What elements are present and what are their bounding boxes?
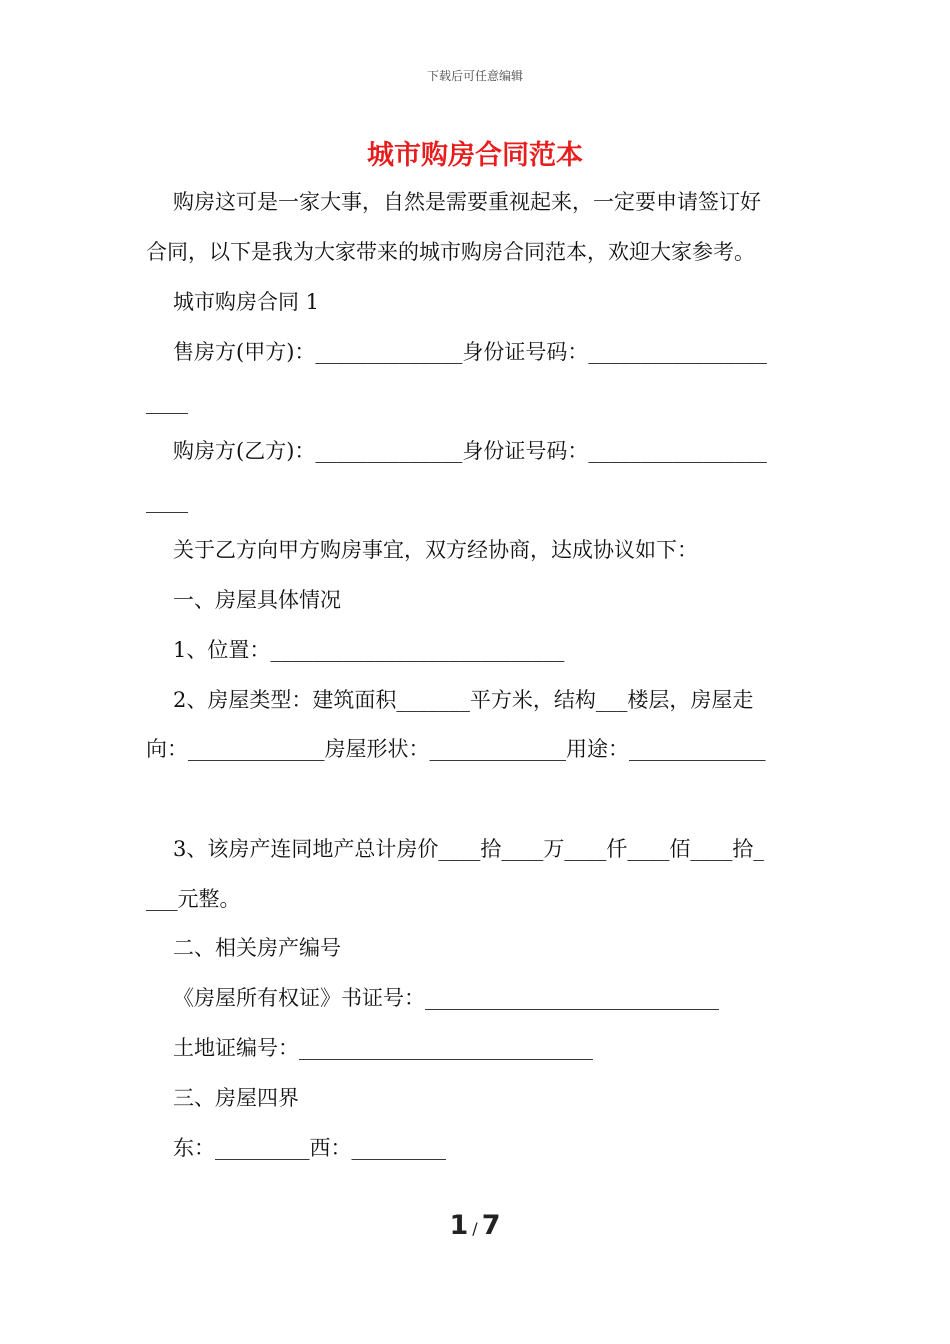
boundary-line: 东：_________西：_________ — [173, 1136, 446, 1160]
section-2-heading: 二、相关房产编号 — [173, 936, 341, 960]
seller-line-cont: ____ — [146, 390, 188, 414]
agreement-line: 关于乙方向甲方购房事宜，双方经协商，达成协议如下： — [173, 538, 698, 562]
certificate-line: 《房屋所有权证》书证号：____________________________ — [173, 986, 719, 1010]
page-total: 7 — [481, 1210, 501, 1241]
contract-heading: 城市购房合同 1 — [173, 290, 320, 314]
house-type-line-cont: 向：_____________房屋形状：_____________用途：_____________ — [146, 737, 766, 761]
land-cert-line: 土地证编号：____________________________ — [173, 1036, 593, 1060]
house-type-line: 2、房屋类型：建筑面积_______平方米，结构___楼层，房屋走 — [173, 688, 754, 712]
location-line: 1、位置：____________________________ — [173, 638, 565, 662]
section-3-heading: 三、房屋四界 — [173, 1086, 299, 1110]
header-note: 下载后可任意编辑 — [426, 69, 523, 83]
buyer-line-cont: ____ — [146, 489, 188, 513]
page-separator: / — [472, 1219, 478, 1238]
page-indicator — [0, 1210, 950, 1241]
page-current: 1 — [449, 1210, 469, 1241]
document-title: 城市购房合同范本 — [367, 140, 583, 171]
intro-line-1: 购房这可是一家大事，自然是需要重视起来，一定要申请签订好 — [173, 190, 761, 214]
seller-line: 售房方(甲方)：______________身份证号码：_________________ — [173, 340, 767, 364]
buyer-line: 购房方(乙方)：______________身份证号码：_________________ — [173, 439, 767, 463]
section-1-heading: 一、房屋具体情况 — [173, 588, 341, 612]
price-line-cont: ___元整。 — [146, 887, 241, 911]
price-line: 3、该房产连同地产总计房价____拾____万____仟____佰____拾_ — [173, 837, 764, 861]
intro-line-2: 合同，以下是我为大家带来的城市购房合同范本，欢迎大家参考。 — [146, 240, 755, 264]
